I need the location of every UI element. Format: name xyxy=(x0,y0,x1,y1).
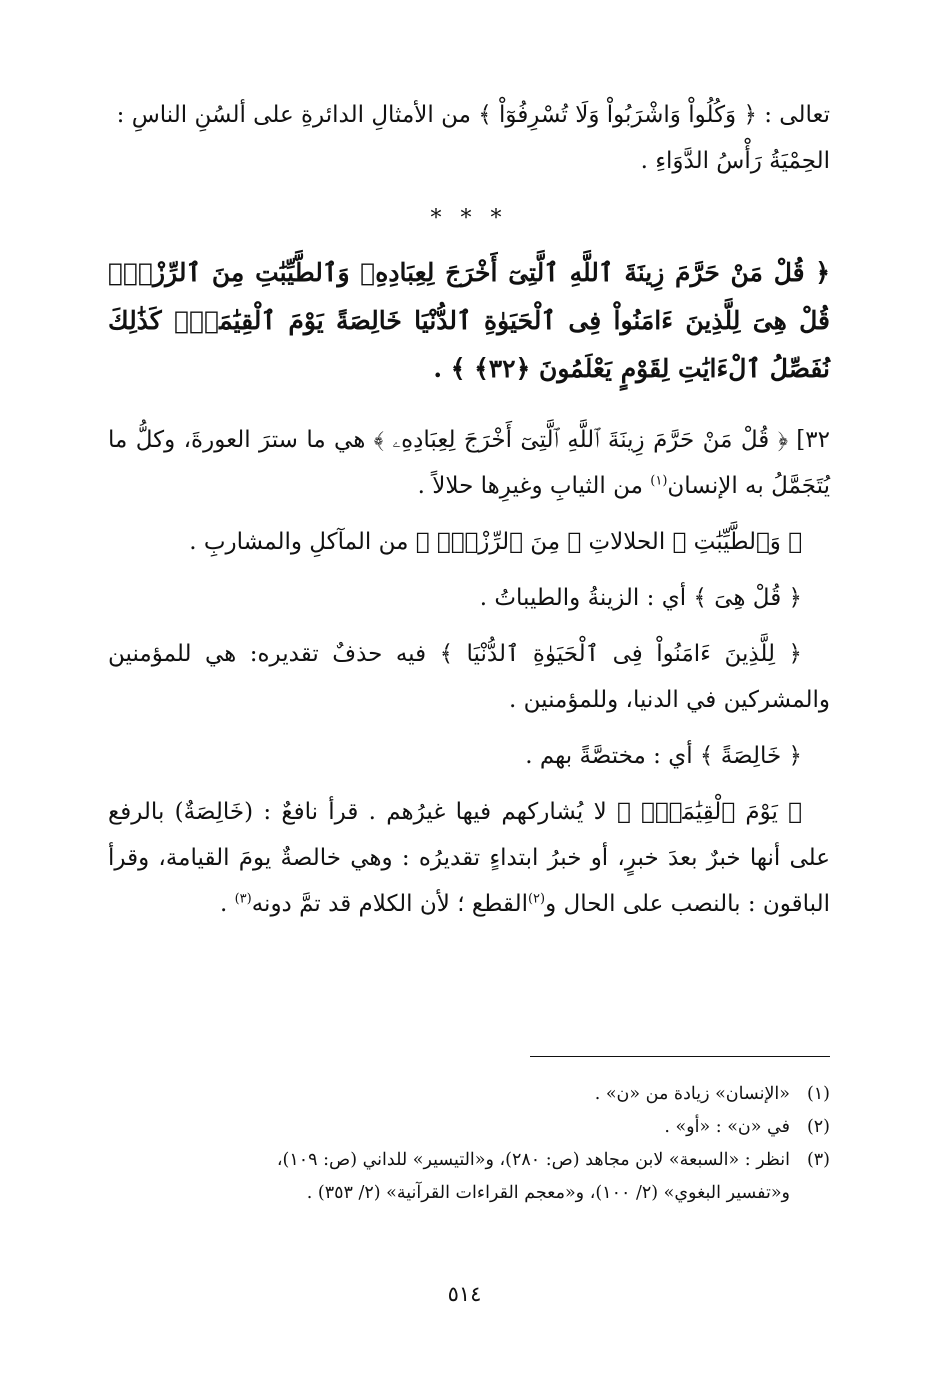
footnote-number: (١) xyxy=(806,1084,830,1104)
qiyama-text-b: القطع ؛ لأن الكلام قد تمَّ دونه xyxy=(251,891,528,917)
qiyama-text-a: ﴿ يَوْمَ ٱلْقِيَٰمَةِۗ ﴾ لا يُشاركهم فيها غيرُهم . قرأ نافعٌ : (خَالِصَةٌ) بالرفع على أنها خبرٌ بعدَ خبرٍ، أو خبرُ ابتداءٍ تقديرُه : وهي خالصةٌ يومَ القيامة، وقرأ الباقون : بالنصب على الحال و xyxy=(108,799,830,917)
paragraph-lilladhina: ﴿ لِلَّذِينَ ءَامَنُواْ فِى ٱلْحَيَوٰةِ ٱلدُّنْيَا ﴾ فيه حذفٌ تقديره: هي للمؤمنين والمشركين في الدنيا، وللمؤمنين . xyxy=(108,641,830,713)
paragraph-tayyibat: ﴿ وَٱلطَّيِّبَٰتِ ﴾ الحلالاتِ ﴿ مِنَ ٱلرِّزْقِۚ ﴾ من المآكلِ والمشاربِ . xyxy=(189,529,802,555)
footnotes xyxy=(108,1078,830,1210)
footnote-3 xyxy=(108,1144,830,1210)
footnote-text: «الإنسان» زيادة من «ن» . xyxy=(594,1084,790,1104)
footnote-ref-3[interactable]: (٣) xyxy=(234,891,252,907)
paragraph-verse-32 xyxy=(108,417,830,509)
footnote-text: في «ن» : «أو» . xyxy=(664,1117,790,1137)
footnote-ref-1[interactable]: (١) xyxy=(650,473,668,489)
paragraph-qul-hiya: ﴿ قُلْ هِىَ ﴾ أي : الزينةُ والطيباتُ . xyxy=(479,585,802,611)
verse-32-text: ٣٢] ﴿ قُلْ مَنْ حَرَّمَ زِينَةَ ٱللَّهِ ٱلَّتِىٓ أَخْرَجَ لِعِبَادِهِۦ ﴾ هي ما سترَ العورةَ، وكلُّ ما يُتَجَمَّلُ به الإنسان xyxy=(108,427,830,499)
footnote-1 xyxy=(108,1078,830,1111)
footnote-continuation: و«تفسير البغوي» (٢/ ١٠٠)، و«معجم القراءات القرآنية» (٢/ ٣٥٣) . xyxy=(306,1183,790,1203)
page-number: ٥١٤ xyxy=(447,1282,482,1306)
footnote-number: (٣) xyxy=(806,1150,830,1170)
paragraph-yawm-alqiyama xyxy=(108,789,830,927)
intro-line-1: تعالى : ﴿ وَكُلُواْ وَاشْرَبُواْ وَلَا تُسْرِفُوٓاْ ﴾ من الأمثالِ الدائرةِ على ألسُنِ الناسِ : xyxy=(116,102,830,128)
intro-line-2: الحِمْيَةُ رَأْسُ الدَّوَاءِ . xyxy=(640,148,830,174)
paragraph-khalisa: ﴿ خَالِصَةً ﴾ أي : مختصَّةً بهم . xyxy=(525,743,802,769)
page-body xyxy=(108,92,830,927)
paragraph-intro xyxy=(108,92,830,184)
footnote-2 xyxy=(108,1111,830,1144)
footnote-number: (٢) xyxy=(806,1117,830,1137)
footnote-text: انظر : «السبعة» لابن مجاهد (ص: ٢٨٠)، و«التيسير» للداني (ص: ١٠٩)، xyxy=(276,1150,790,1170)
footnote-divider xyxy=(530,1056,830,1057)
quran-verse-block: ﴿ قُلْ مَنْ حَرَّمَ زِينَةَ ٱللَّهِ ٱلَّتِىٓ أَخْرَجَ لِعِبَادِهِۦ وَٱلطَّيِّبَٰتِ مِنَ ٱلرِّزْقِۚ قُلْ هِىَ لِلَّذِينَ ءَامَنُواْ فِى ٱلْحَيَوٰةِ ٱلدُّنْيَا خَالِصَةً يَوْمَ ٱلْقِيَٰمَةِۗ كَذَٰلِكَ نُفَصِّلُ ٱلْءَايَٰتِ لِقَوْمٍ يَعْلَمُونَ ﴿٣٢﴾ ﴾ . xyxy=(108,258,830,383)
verse-32-end: من الثيابِ وغيرِها حلالاً . xyxy=(417,473,651,499)
footnote-ref-2[interactable]: (٢) xyxy=(527,891,546,907)
qiyama-text-end: . xyxy=(219,891,235,917)
section-separator: * * * xyxy=(430,206,508,231)
